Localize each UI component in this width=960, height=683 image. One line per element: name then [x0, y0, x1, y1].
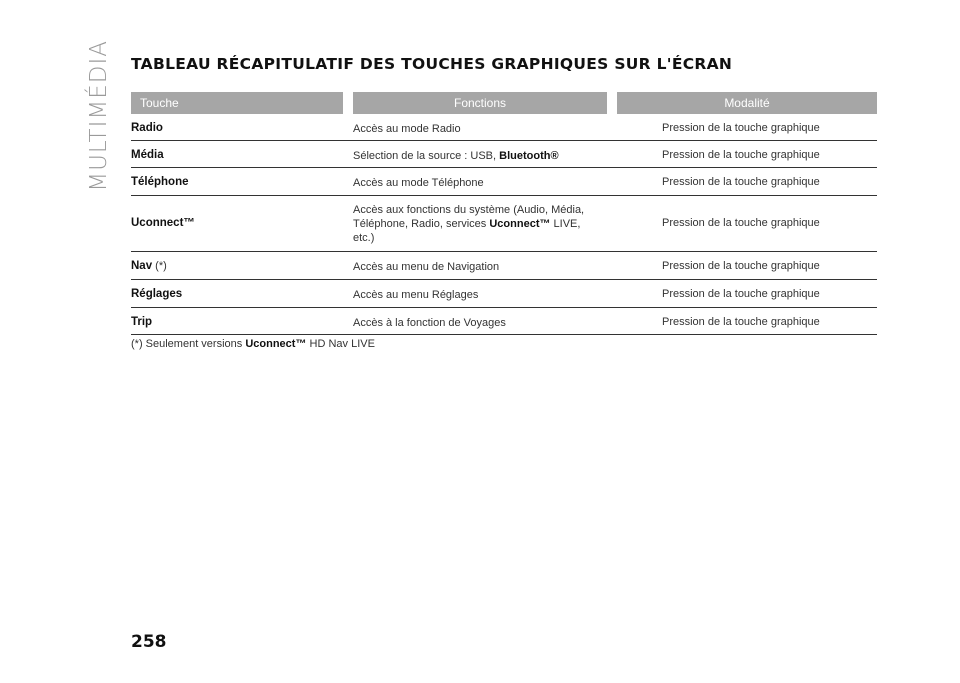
- cell-modalite: Pression de la touche graphique: [662, 217, 820, 229]
- cell-touche: Trip: [131, 316, 153, 328]
- cell-touche: Média: [131, 149, 164, 161]
- cell-fonction: [353, 203, 613, 245]
- table-row: [131, 141, 877, 168]
- page-number: 258: [131, 632, 167, 652]
- table-row: [131, 168, 877, 196]
- touche-note: (*): [152, 260, 167, 272]
- cell-touche: Uconnect™: [131, 217, 195, 229]
- footnote-text: HD Nav LIVE: [306, 338, 375, 350]
- cell-touche: Réglages: [131, 288, 183, 300]
- footnote-bold: Uconnect™: [245, 338, 307, 350]
- footnote: [131, 338, 375, 350]
- header-fonctions: Fonctions: [353, 92, 607, 114]
- cell-fonction: Accès au menu de Navigation: [353, 261, 500, 273]
- header-modalite: Modalité: [617, 92, 877, 114]
- cell-modalite: Pression de la touche graphique: [662, 149, 820, 161]
- cell-touche: Radio: [131, 122, 163, 134]
- touche-text: Nav: [131, 260, 153, 272]
- fonction-bold: Uconnect™: [489, 218, 551, 230]
- fonction-bold: Bluetooth®: [499, 150, 559, 162]
- cell-modalite: Pression de la touche graphique: [662, 316, 820, 328]
- cell-modalite: Pression de la touche graphique: [662, 176, 820, 188]
- cell-modalite: Pression de la touche graphique: [662, 260, 820, 272]
- fonction-text: Sélection de la source : USB,: [353, 150, 500, 162]
- fonction-line: etc.): [353, 232, 375, 244]
- cell-fonction: Accès au mode Téléphone: [353, 177, 484, 189]
- cell-fonction: [353, 149, 613, 163]
- fonction-line: Accès aux fonctions du système (Audio, Média,: [353, 204, 585, 216]
- cell-fonction: Accès à la fonction de Voyages: [353, 317, 506, 329]
- table-row: [131, 280, 877, 308]
- section-label: MULTIMÉDIA: [86, 40, 112, 192]
- summary-table: [131, 92, 877, 335]
- table-row: [131, 114, 877, 141]
- footnote-text: (*) Seulement versions: [131, 338, 246, 350]
- fonction-text: Téléphone, Radio, services: [353, 218, 490, 230]
- cell-touche: Téléphone: [131, 176, 189, 188]
- fonction-text: LIVE,: [550, 218, 581, 230]
- cell-fonction: Accès au menu Réglages: [353, 289, 479, 301]
- cell-touche: [131, 260, 167, 272]
- table-header: [131, 92, 877, 114]
- header-touche: Touche: [131, 92, 343, 114]
- cell-modalite: Pression de la touche graphique: [662, 122, 820, 134]
- table-row: [131, 252, 877, 280]
- table-row: [131, 308, 877, 335]
- fonction-line: [353, 217, 613, 231]
- page-title: TABLEAU RÉCAPITULATIF DES TOUCHES GRAPHIQUES SUR L'ÉCRAN: [131, 55, 733, 73]
- table-row: [131, 196, 877, 252]
- cell-fonction: Accès au mode Radio: [353, 123, 461, 135]
- cell-modalite: Pression de la touche graphique: [662, 288, 820, 300]
